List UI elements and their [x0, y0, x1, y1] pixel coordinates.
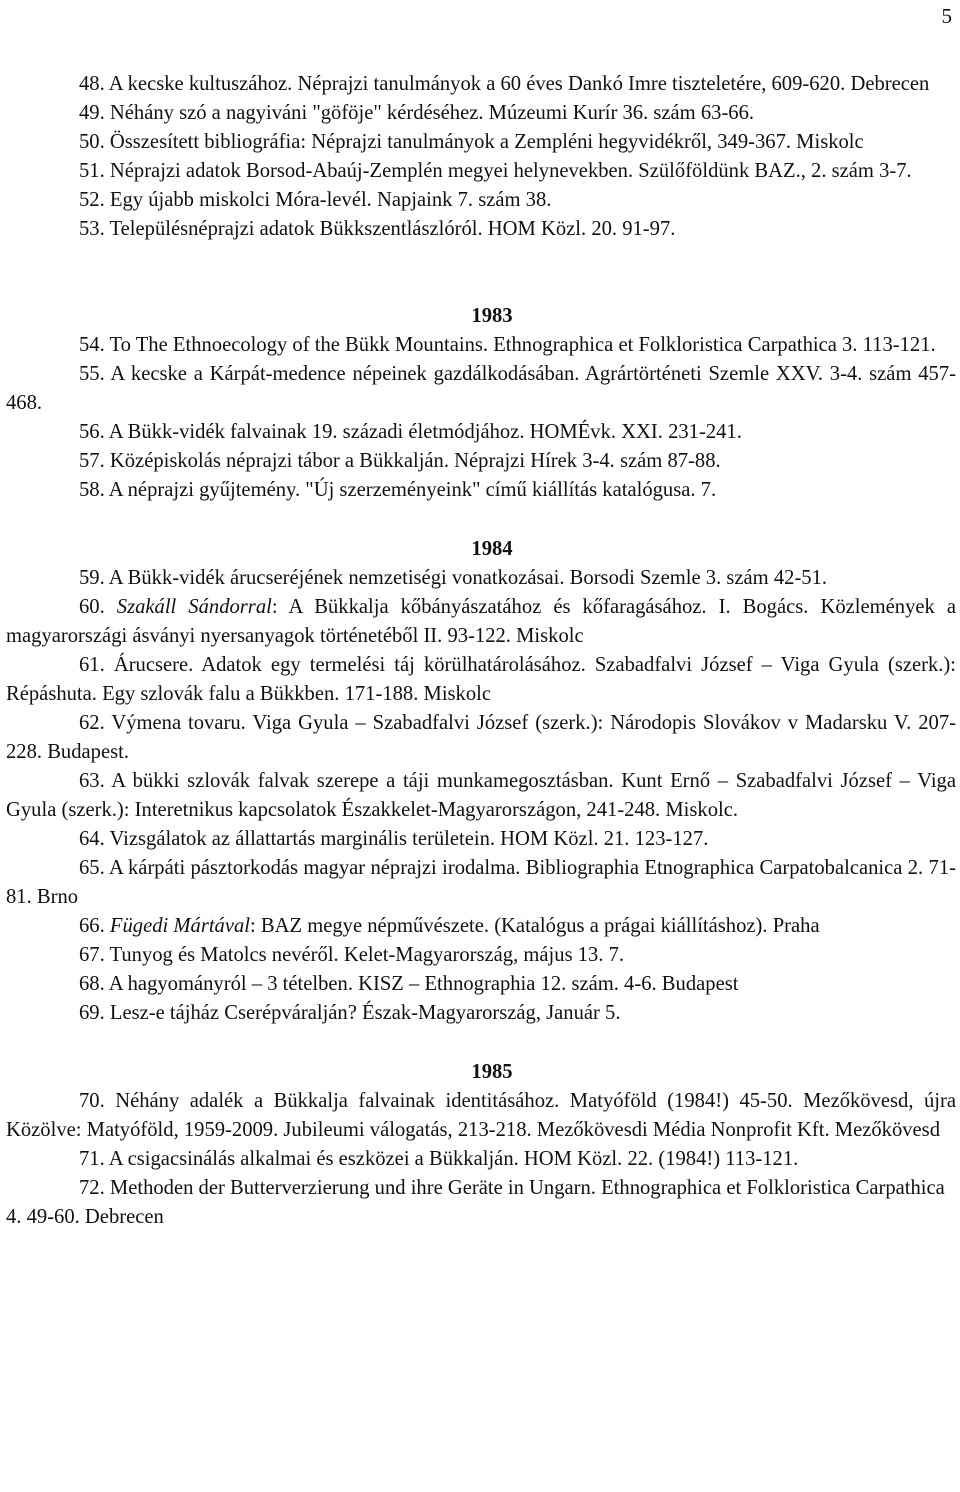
- bib-entry-57: 57. Középiskolás néprajzi tábor a Bükkalján. Néprajzi Hírek 3-4. szám 87-88.: [79, 450, 721, 472]
- bib-entry-56: 56. A Bükk-vidék falvainak 19. századi életmódjához. HOMÉvk. XXI. 231-241.: [79, 421, 742, 443]
- section-spacer: [6, 1028, 956, 1058]
- entry-number: 60.: [79, 596, 117, 618]
- coauthor-name: Fügedi Mártával: [109, 915, 251, 937]
- entry-number: 66.: [79, 915, 110, 937]
- entry-rest: : BAZ megye népművészete. (Katalógus a prágai kiállításhoz). Praha: [250, 915, 820, 937]
- bib-entry-65: 65. A kárpáti pásztorkodás magyar néprajzi irodalma. Bibliographia Etnographica Carpatobalcanica 2. 71-81. Brno: [6, 857, 956, 908]
- bib-entry-69: 69. Lesz-e tájház Cserépváralján? Észak-Magyarország, Január 5.: [79, 1002, 621, 1024]
- bib-entry-71: 71. A csigacsinálás alkalmai és eszközei a Bükkalján. HOM Közl. 22. (1984!) 113-121.: [79, 1148, 799, 1170]
- bib-entry-72: 72. Methoden der Butterverzierung und ihre Geräte in Ungarn. Ethnographica et Folkloristica Carpathica 4. 49-60. Debrecen: [6, 1177, 945, 1228]
- bib-entry-48: 48. A kecske kultuszához. Néprajzi tanulmányok a 60 éves Dankó Imre tiszteletére, 609-620. Debrecen: [79, 73, 930, 95]
- bib-entry-63: 63. A bükki szlovák falvak szerepe a táji munkamegosztásban. Kunt Ernő – Szabadfalvi József – Viga Gyula (szerk.): Interetnikus kapcsolatok Északkelet-Magyarországon, 241-248. Miskolc.: [6, 770, 956, 821]
- bibliography-body: [6, 70, 956, 1232]
- bib-entry-60: [6, 593, 956, 651]
- bib-entry-62: 62. Výmena tovaru. Viga Gyula – Szabadfalvi József (szerk.): Národopis Slovákov v Madarsku V. 207-228. Budapest.: [6, 712, 956, 763]
- bib-entry-68: 68. A hagyományról – 3 tételben. KISZ – Ethnographia 12. szám. 4-6. Budapest: [79, 973, 739, 995]
- bib-entry-51: 51. Néprajzi adatok Borsod-Abaúj-Zemplén megyei helynevekben. Szülőföldünk BAZ., 2. szám 3-7.: [79, 160, 912, 182]
- entry-rest: : A Bükkalja kőbányászatához és kőfaragásához. I. Bogács. Közlemények a magyarországi ásványi nyersanyagok történetéből II. 93-122. Miskolc: [6, 596, 956, 647]
- section-spacer: [6, 244, 956, 302]
- year-heading-1983: 1983: [471, 305, 513, 327]
- bib-entry-50: 50. Összesített bibliográfia: Néprajzi tanulmányok a Zempléni hegyvidékről, 349-367. Miskolc: [79, 131, 864, 153]
- bib-entry-58: 58. A néprajzi gyűjtemény. "Új szerzeményeink" című kiállítás katalógusa. 7.: [79, 479, 717, 501]
- bib-entry-54: 54. To The Ethnoecology of the Bükk Mountains. Ethnographica et Folkloristica Carpathica 3. 113-121.: [79, 334, 936, 356]
- bib-entry-70: 70. Néhány adalék a Bükkalja falvainak identitásához. Matyóföld (1984!) 45-50. Mezőkövesd, újra Közölve: Matyóföld, 1959-2009. Jubileumi válogatás, 213-218. Mezőkövesdi Média Nonprofit Kft. Mezőkövesd: [6, 1090, 956, 1141]
- bib-entry-66: [6, 912, 956, 941]
- bib-entry-53: 53. Településnéprajzi adatok Bükkszentlászlóról. HOM Közl. 20. 91-97.: [79, 218, 676, 240]
- bib-entry-61: 61. Árucsere. Adatok egy termelési táj körülhatárolásához. Szabadfalvi József – Viga Gyula (szerk.): Répáshuta. Egy szlovák falu a Bükkben. 171-188. Miskolc: [6, 654, 956, 705]
- bib-entry-59: 59. A Bükk-vidék árucseréjének nemzetiségi vonatkozásai. Borsodi Szemle 3. szám 42-51.: [79, 567, 828, 589]
- year-heading-1985: 1985: [471, 1061, 513, 1083]
- bib-entry-52: 52. Egy újabb miskolci Móra-levél. Napjaink 7. szám 38.: [79, 189, 552, 211]
- coauthor-name: Szakáll Sándorral: [116, 596, 272, 618]
- page-number: 5: [941, 4, 952, 28]
- bib-entry-64: 64. Vizsgálatok az állattartás marginális területein. HOM Közl. 21. 123-127.: [79, 828, 709, 850]
- bib-entry-67: 67. Tunyog és Matolcs nevéről. Kelet-Magyarország, május 13. 7.: [79, 944, 625, 966]
- bib-entry-55: 55. A kecske a Kárpát-medence népeinek gazdálkodásában. Agrártörténeti Szemle XXV. 3-4. szám 457-468.: [6, 363, 956, 414]
- year-heading-1984: 1984: [471, 538, 513, 560]
- section-spacer: [6, 505, 956, 535]
- bib-entry-49: 49. Néhány szó a nagyiváni "göföje" kérdéséhez. Múzeumi Kurír 36. szám 63-66.: [79, 102, 755, 124]
